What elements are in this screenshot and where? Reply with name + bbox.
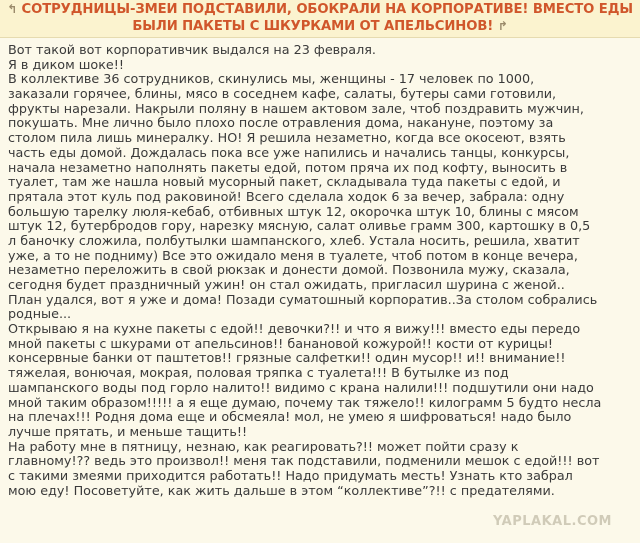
post-body-line: мной таким образом!!!!! а я еще думаю, почему так тяжело!! килограмм 5 будто несла: [8, 395, 602, 411]
post-body-line: шампанского воды под горло налито!! видимо с крана налили!!! подшутили они надо: [8, 380, 594, 396]
post-body-line: тяжелая, вонючая, мокрая, половая тряпка с туалета!!! В бутылке из под: [8, 366, 509, 382]
post-body-line: родные...: [8, 307, 72, 323]
post-header: [0, 0, 640, 38]
post-title-text-1: СОТРУДНИЦЫ-ЗМЕИ ПОДСТАВИЛИ, ОБОКРАЛИ НА КОРПОРАТИВЕ! ВМЕСТО ЕДЫ: [21, 2, 633, 17]
post-body-line: штук 12, бутербродов гору, нарезку мясную, салат оливье грамм 300, картошку в 0,5: [8, 219, 591, 235]
post-body-line: План удался, вот я уже и дома! Позади суматошный корпоратив..За столом собрались: [8, 292, 598, 308]
post-body-line: прятала этот куль под раковиной! Всего сделала ходок 6 за вечер, забрала: одну: [8, 189, 565, 205]
post-body-line: сегодня будет праздничный ужин! он стал ожидать, пригласил шурина с женой..: [8, 278, 565, 293]
post-body-line: с такими змеями приходится работать!! Надо придумать месть! Узнать кто забрал: [8, 468, 573, 484]
post-body-line: л баночку сложила, полбутылки шампанского, хлеб. Устала носить, решила, хватит: [8, 233, 580, 249]
post-body-line: столом пила лишь минералку. НО! Я решила незаметно, когда все окосеют, взять: [8, 131, 566, 147]
post-body-line: на плечах!!! Родня дома еще и обсмеяла! мол, не умею я шифроваться! надо было: [8, 410, 572, 426]
post-body-line: Вот такой вот корпоративчик выдался на 23 февраля.: [8, 43, 376, 58]
post-body-line: мной пакеты с шкурами от апельсинов!! банановой кожурой!! кости от курицы!: [8, 336, 553, 352]
post-body-line: большую тарелку люля-кебаб, отбивных штук 12, окорочка штук 10, блины с мясом: [8, 204, 579, 220]
post-body-line: лучше прятать, и меньше тащить!!: [8, 424, 248, 440]
post-body-line: На работу мне в пятницу, незнаю, как реагировать?!! может пойти сразу к: [8, 439, 519, 455]
post-title-line-2: [0, 18, 640, 35]
post-title-line-1: [0, 1, 640, 18]
post-body-line: незаметно переложить в свой рюкзак и донести домой. Позвонила мужу, сказала,: [8, 263, 570, 279]
post-body-line: мою еду! Посоветуйте, как жить дальше в этом “коллективе”?!! с предателями.: [8, 483, 555, 499]
post-body-line: В коллективе 36 сотрудников, скинулись мы, женщины - 17 человек по 1000,: [8, 72, 535, 88]
post-body: [8, 44, 636, 499]
post-body-line: главному!?? ведь это произвол!! меня так подставили, подменили мешок с едой!!! вот: [8, 454, 600, 470]
post-body-line: покушать. Мне лично было плохо после отравления дома, накануне, поэтому за: [8, 116, 554, 132]
post-body-line: часть еды домой. Дождалась пока все уже напились и начались танцы, конкурсы,: [8, 145, 570, 161]
reply-arrow-icon[interactable]: ↰: [7, 2, 18, 16]
post-body-line: фрукты нарезали. Накрыли поляну в нашем актовом зале, чтоб поздравить мужчин,: [8, 101, 584, 117]
post-body-line: туалет, там же нашла новый мусорный пакет, складывала туда пакеты с едой, и: [8, 175, 561, 191]
post-body-line: заказали горячее, блины, мясо в соседнем кафе, салаты, бутеры сами готовили,: [8, 87, 557, 103]
post-title-text-2: БЫЛИ ПАКЕТЫ С ШКУРКАМИ ОТ АПЕЛЬСИНОВ!: [132, 19, 494, 34]
post-body-line: Я в диком шоке!!: [8, 57, 124, 73]
post-body-line: начала незаметно наполнять пакеты едой, потом пряча их под кофту, выносить в: [8, 160, 568, 176]
watermark-logo: YAPLAKAL.COM: [493, 514, 612, 529]
forward-arrow-icon[interactable]: ↱: [497, 19, 508, 33]
post-body-line: уже, а то не подниму) Все это ожидало меня в туалете, чтоб потом в конце вечера,: [8, 248, 578, 264]
post-body-line: Открываю я на кухне пакеты с едой!! девочки?!! и что я вижу!!! вместо еды передо: [8, 322, 581, 338]
post-body-line: консервные банки от паштетов!! грязные салфетки!! один мусор!! и!! внимание!!: [8, 351, 566, 367]
